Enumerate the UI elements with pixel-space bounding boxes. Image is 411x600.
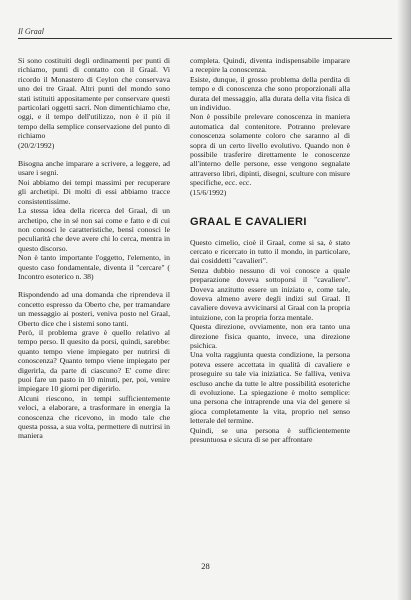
paragraph: Senza dubbio nessuno di voi conosce a quale preparazione doveva sottoporsi il "cavaliere". Doveva anzitutto essere un iniziato e, come tale, doveva almeno avere degli indizi sul Graal. Il cavaliere doveva avvicinarsi al Graal con la propria intuizione, con la propria forza mentale. [190, 265, 350, 322]
paragraph: Alcuni riescono, in tempi sufficientemente veloci, a elaborare, a trasformare in energia la conoscenza che ricevono, in modo tale che questa possa, a sua volta, permettere di nutrirsi in maniera [18, 393, 171, 441]
header-rule [18, 38, 392, 39]
date-note: (15/6/1992) [190, 187, 227, 197]
paragraph: Noi abbiamo dei tempi massimi per recuperare gli archetipi. Di molti di essi abbiamo tracce consistentissime. [18, 177, 170, 206]
paragraph: Bisogna anche imparare a scrivere, a leggere, ad usare i segni. [18, 159, 170, 178]
paragraph: Questa direzione, ovviamente, non era tanto una direzione fisica quanto, invece, una direzione psichica. [190, 322, 350, 350]
right-column [190, 56, 350, 444]
left-column [18, 56, 170, 441]
paragraph: Questo cimelio, cioè il Graal, come si sa, è stato cercato e ricercato in tutto il mondo, in particolare, dai cosiddetti "cavalieri". [190, 237, 350, 266]
paragraph: La stessa idea della ricerca del Graal, di un archetipo, che in sé non sai come e fatto e di cui non conosci le caratteristiche, bensì conosci le peculiarità che deve avere chi lo cerca, mentra in questo discorso. [18, 206, 170, 253]
running-head: Il Graal [18, 27, 44, 36]
page-edge-shadow [397, 0, 411, 600]
paragraph: Quindi, se una persona è sufficientemente presuntuosa e sicura di se per affrontare [190, 425, 350, 445]
paragraph: completa. Quindi, diventa indispensabile imparare a recepire la conoscenza. [190, 56, 350, 75]
paragraph: Rispondendo ad una domanda che riprendeva il concetto espresso da Oberto che, per tramandare un messaggio ai posteri, veniva posto nel Graal, Oberto dice che i sistemi sono tanti. [18, 290, 170, 328]
date-note: (20/2/1992) [18, 140, 55, 150]
section-title: GRAAL E CAVALIERI [190, 216, 307, 229]
paragraph: Però, il problema grave è quello relativo al tempo perso. Il quesito da porsi, quindi, sarebbe: quanto tempo viene impiegato per nutrirsi di conoscenza? Quanto tempo viene impiegato per digerirla, da parte di ciascuno? E' come dire: puoi fare un pasto in 10 minuti, per, poi, venire impiegare 10 giorni per digerirlo. [18, 327, 170, 394]
page-number: 28 [201, 561, 210, 571]
paragraph: Si sono costituiti degli ordinamenti per punti di richiamo, punti di contatto con il Graal. Vi ricordo il Monastero di Ceylon che conservava uno dei tre Graal. Altri punti del mondo sono stati istituiti appositamente per conservare questi particolari oggetti sacri. Non dimentichiamo che, oggi, e il tempo dell'utilizzo, non è il più il tempo della semplice conservazione del punto di richiamo [18, 56, 170, 141]
paragraph: Non è tanto importante l'oggetto, l'elemento, in questo caso fondamentale, diventa il "cercare" ( Incontro esoterico n. 38) [18, 253, 170, 281]
paragraph: Non è possibile prelevare conoscenza in maniera automatica dal contenitore. Potranno prelevare conoscenza solamente coloro che saranno al di sopra di un certo livello evolutivo. Quando non è possibile trasferire direttamente le conoscenze all'interno delle persone, esse vengono segnalate attraverso libri, dipinti, disegni, sculture con misure specifiche, ecc. ecc. [190, 112, 350, 188]
paragraph: Una volta raggiunta questa condizione, la persona poteva essere accettata in qualità di cavaliere e proseguire su tale via iniziatica. Se falliva, veniva escluso anche da tutte le altre possibilità esoteriche di evoluzione. La spiegazione è molto semplice: una persona che intraprende una via del genere si gioca completamente la vita, proprio nel senso letterale del termine. [190, 350, 350, 426]
paragraph: Esiste, dunque, il grosso problema della perdita di tempo e di conoscenza che sono proporzionali alla durata del messaggio, alla durata della vita fisica di un individuo. [190, 74, 350, 113]
